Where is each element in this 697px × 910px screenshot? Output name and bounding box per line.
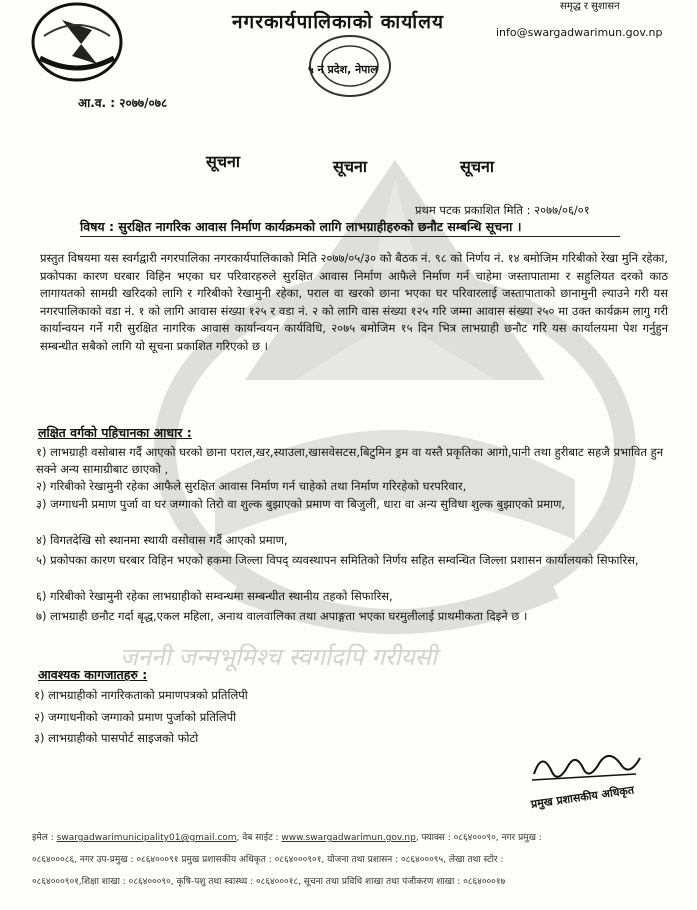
criteria-item: ७) लाभग्राही छनौट गर्दा बृद्ध,एकल महिला, अनाथ वालवालिका तथा अपाङ्गता भएका घरमुलीलाई प्राथमीकता दिइने छ । (36, 609, 528, 623)
document-item: १) लाभग्राहीको नागरिकताको प्रमाणपत्रको प्रतिलिपी (34, 688, 248, 702)
footer-line-3: ०८६४०००९०१,शिक्षा शाखा : ०८६४०००९०, कृषि-पशु तथा स्वास्थ्य : ०८६४०००१८, सूचना तथा प्रविधि शाखा तथा पंजीकरण शाखा : ०८६४०००१७ (32, 877, 506, 887)
footer-website-link[interactable]: www.swargadwarimun.gov.np (281, 833, 416, 843)
nepal-emblem-icon (22, 0, 132, 84)
published-date: प्रथम पटक प्रकाशित मिति : २०७७/०६/०१ (415, 203, 590, 217)
watermark-emblem (95, 120, 695, 720)
header-tagline: समृद्ध र सुशासन (560, 1, 620, 12)
footer-website-label: , वेब साईट : (236, 833, 279, 843)
header-ward-line: ५ नं प्रदेश, नेपाल (308, 63, 378, 76)
footer-line-1 (32, 830, 542, 843)
document-item: २) जग्गाधनीको जग्गाको प्रमाण पुर्जाको प्रतिलिपी (34, 710, 237, 724)
notice-title-2: सूचना (333, 157, 368, 176)
watermark-motto: जननी जन्मभूमिश्च स्वर्गादपि गरीयसी (120, 643, 438, 671)
fiscal-year: आ.व. : २०७७/०७८ (78, 96, 168, 110)
criteria-item: ६) गरिबीको रेखामुनी रहेका लाभग्राहीको सम्वन्धमा सम्बन्धीत स्थानीय तहको सिफारिस, (36, 589, 393, 603)
notice-title-3: सूचना (460, 157, 495, 176)
notice-subject: विषय : सुरक्षित नागरिक आवास निर्माण कार्यक्रमको लागि लाभग्राहीहरुको छनौट सम्बन्धि सूचना । (80, 219, 522, 234)
documents-heading: आवश्यक कागजातहरु : (38, 667, 148, 682)
notice-title-1: सूचना (206, 152, 241, 171)
document-item: ३) लाभग्राहीको पासपोर्ट साइजको फोटो (34, 731, 199, 745)
body-paragraph: प्रस्तुत विषयमा यस स्वर्गद्वारी नगरपालिका नगरकार्यपालिकाको मिति २०७७/०५/३० को बैठक नं. ९८ को निर्णय नं. १४ बमोजिम गरिबीको रेखा मुनि रहेका, प्रकोपका कारण घरबार विहिन भएका घर परिवारहरुले सुरक्षित आवास निर्माण आफैले निर्माण गर्न चाहेमा जस्तापातामा र सहुलियत दरको काठ लागायतको सामग्री खरिदको लागि र गरिबीको रेखामुनी रहेका, पराल वा खरको छाना भएका घर परिवारलाई जस्तापाताको छानामुनी ल्याउने गरी यस नगरपालिकाको वडा नं. १ को लागि आवास संख्या १२५ र वडा नं. २ को लागि वास संख्या १२५ गरि जम्मा आवास संख्या २५० मा उक्त कार्यक्रम लागु गरी कार्यान्वयन गर्ने गरी सुरक्षित नागरिक आवास कार्यान्वयन कार्यविधि, २०७५ बमोजिम १५ दिन भित्र लाभग्राही छनौट गरि यस कार्यालयमा पेश गर्नुहुन सम्बन्धीत सबैको लागि यो सूचना प्रकाशित गरिएको छ । (40, 251, 668, 353)
criteria-item: १) लाभग्राही वसोबास गर्दै आएको घरको छाना पराल,खर,स्याउला,खासवेसटस,बिटुमिन ड्रम वा यस्तै प्रकृतिका आगो,पानी तथा हुरीबाट सहजै प्रभावित हुन सक्ने अन्य सामाग्रीबाट छाएको , (36, 445, 664, 476)
criteria-item: २) गरिबीको रेखामुनी रहेका आफैले सुरक्षित आवास निर्माण गर्न चाहेको तथा निर्माण गरिरहेको घरपरिवार, (36, 479, 467, 493)
footer-email-label: इमेल : (32, 833, 54, 843)
footer-line1-tail: , फ्याक्स : ०८६४०००९०, नगर प्रमुख : (415, 833, 542, 843)
subject-underline (80, 236, 620, 237)
footer-line-2: ०८६४०००८६, नगर उप-प्रमुख : ०८६४०००९१ प्रमुख प्रशासकीय अधिकृत : ०८६४०००९०१, योजना तथा प्रशासन : ०८६४०००९५, लेखा तथा स्टोर : (32, 855, 504, 865)
footer-email-link[interactable]: swargadwarimunicipality01@gmail.com (56, 833, 237, 843)
criteria-heading: लक्षित वर्गको पहिचानका आधार : (38, 425, 192, 440)
header-email: info@swargadwarimun.gov.np (496, 26, 663, 39)
criteria-item: ३) जग्गाधनी प्रमाण पुर्जा वा घर जग्गाको तिरो वा शुल्क बुझाएको प्रमाण वा बिजुली, धारा वा अन्य सुविधा शुल्क बुझाएको प्रमाण, (36, 497, 566, 511)
criteria-item: ५) प्रकोपका कारण घरबार विहिन भएको हकमा जिल्ला विपद् व्यवस्थापन समितिको निर्णय सहित सम्वन्धित जिल्ला प्रशासन कार्यालयको सिफारिस, (36, 553, 639, 567)
signatory-title: प्रमुख प्रशासकीय अधिकृत (530, 783, 635, 811)
office-name: नगरकार्यपालिकाको कार्यालय (232, 11, 445, 33)
signature-icon (526, 744, 646, 788)
criteria-item: ४) विगतदेखि सो स्थानमा स्थायी वसोवास गर्दै आएको प्रमाण, (36, 533, 288, 547)
